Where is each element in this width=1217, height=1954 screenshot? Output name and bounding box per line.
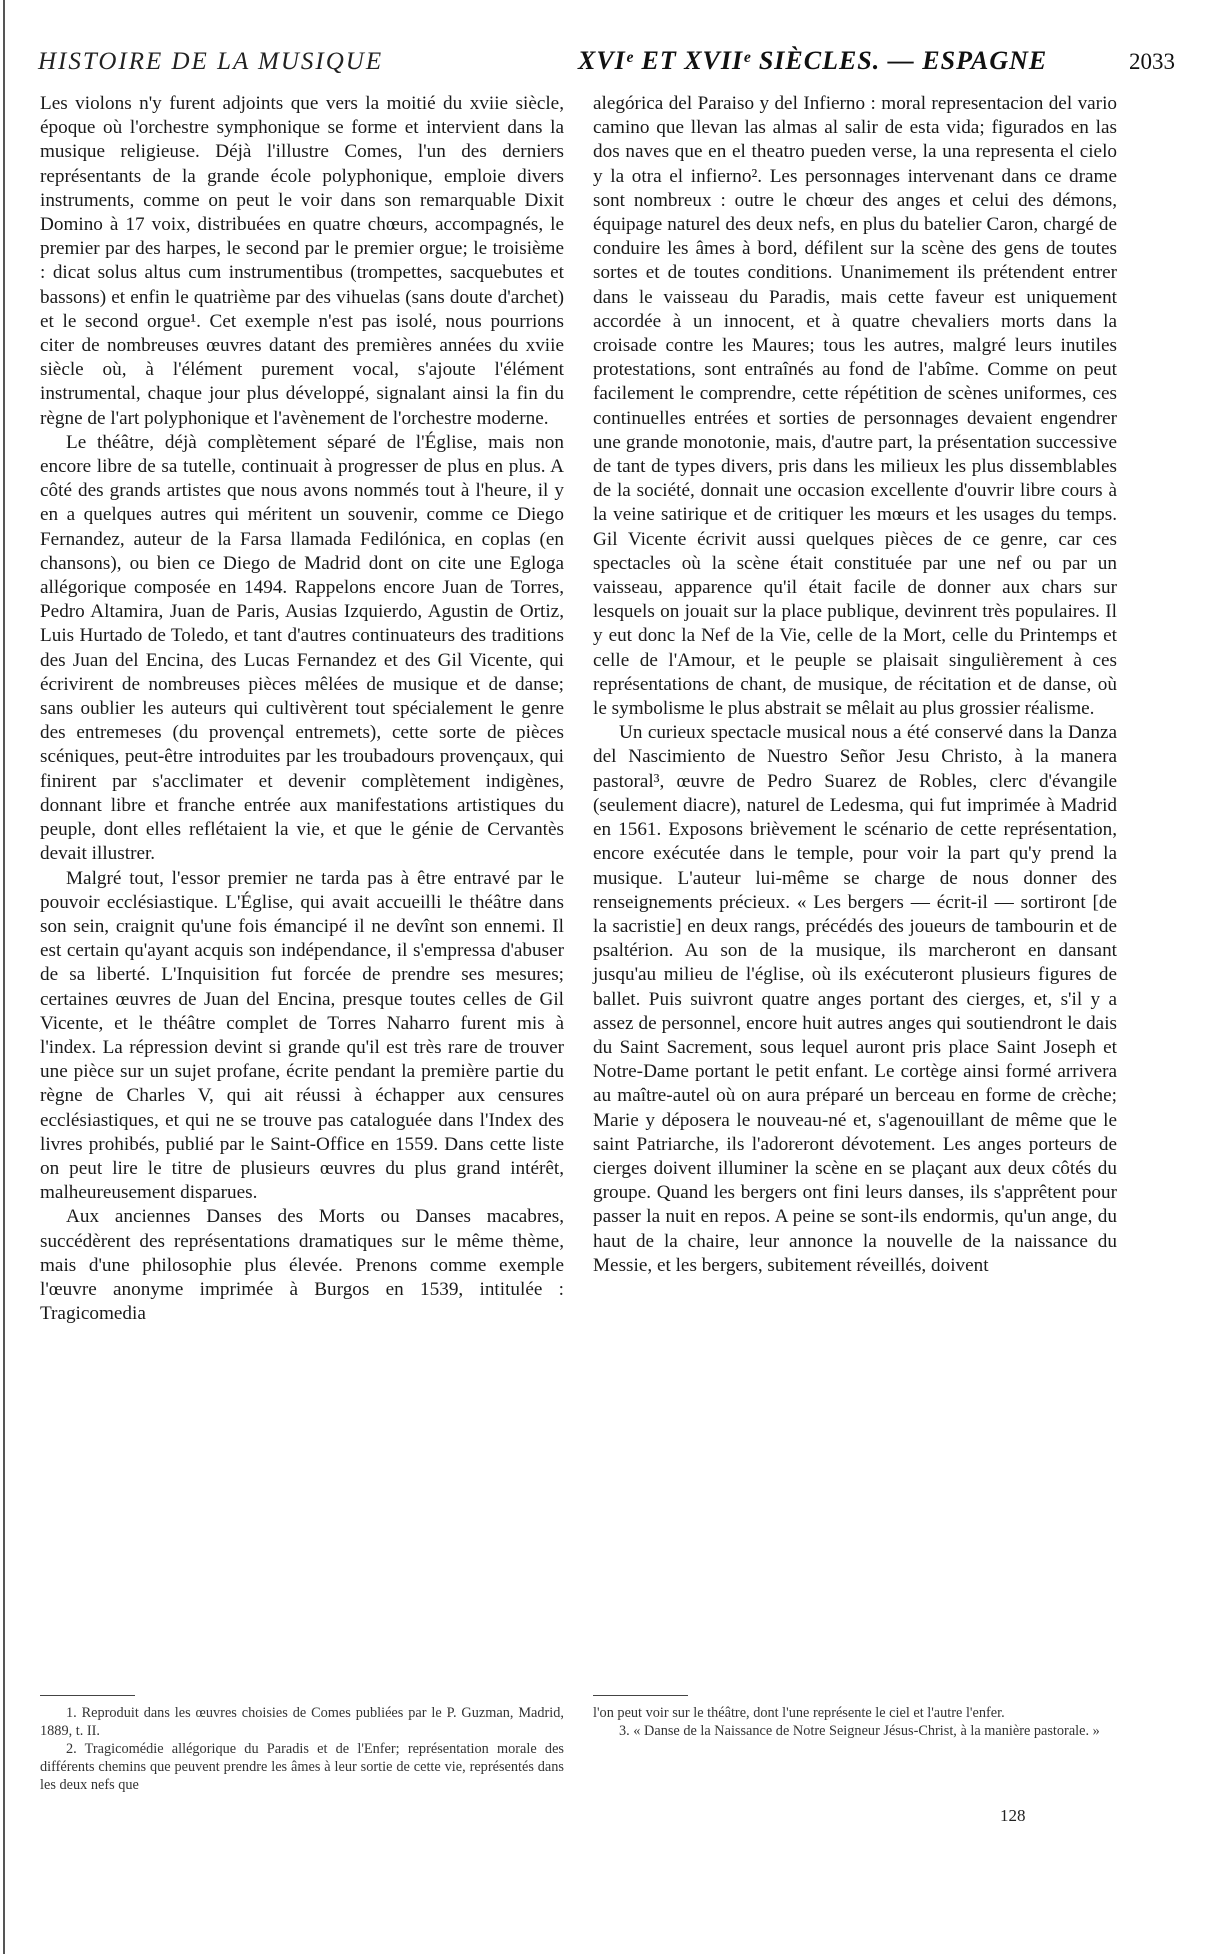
scan-edge-line <box>3 0 5 1954</box>
paragraph: Malgré tout, l'essor premier ne tarda pas à être entravé par le pouvoir ecclésiastique. L'Église, qui avait accueilli le théâtre dans son sein, craignit qu'une fois émancipé il ne devînt son ennemi. Il est certain qu'ayant acquis son indépendance, il s'empressa d'abuser de sa liberté. L'Inquisition fut forcée de prendre ses mesures; certaines œuvres de Juan del Encina, presque toutes celles de Gil Vicente, et le théâtre complet de Torres Naharro furent mis à l'index. La répression devint si grande qu'il est très rare de trouver une pièce sur un sujet profane, écrite pendant la première partie du règne de Charles V, qui ait réussi à échapper aux censures ecclésiastiques, et qui ne se trouve pas cataloguée dans l'Index des livres prohibés, publié par le Saint-Office en 1559. Dans cette liste on peut lire le titre de plusieurs œuvres du plus grand intérêt, malheureusement disparues. <box>40 867 564 1204</box>
footnote-continuation: l'on peut voir sur le théâtre, dont l'une représente le ciel et l'autre l'enfer. <box>593 1705 1005 1721</box>
paragraph: Les violons n'y furent adjoints que vers la moitié du xviie siècle, époque où l'orchestre symphonique se forme et intervient dans la musique religieuse. Déjà l'illustre Comes, l'un des derniers représentants de la grande école polyphonique, emploie divers instruments, comme on peut le voir dans son remarquable Dixit Domino à 17 voix, distribuées en quatre chœurs, accompagnés, le premier par des harpes, le second par le premier orgue; le troisième : dicat solus altus cum instrumentibus (trompettes, sacquebutes et bassons) et enfin le quatrième par des vihuelas (sans doute d'archet) et le second orgue¹. Cet exemple n'est pas isolé, nous pourrions citer de nombreuses œuvres datant des premières années du xviie siècle où, à l'élément purement vocal, s'ajoute l'élément instrumental, chaque jour plus développé, signalant ainsi la fin du règne de l'art polyphonique et l'avènement de l'orchestre moderne. <box>40 93 564 429</box>
footnotes-right <box>593 1695 1117 1740</box>
footnote-rule <box>40 1695 135 1696</box>
footnote: 3. « Danse de la Naissance de Notre Seigneur Jésus-Christ, à la manière pastorale. » <box>619 1723 1100 1739</box>
paragraph: alegórica del Paraiso y del Infierno : moral representacion del vario camino que llevan las almas al salir de esta vida; figurados en las dos naves que en el theatro pueden verse, la una representa el cielo y la otra el infierno². Les personnages intervenant dans ce drame sont nombreux : outre le chœur des anges et celui des démons, équipage naturel des deux nefs, en plus du batelier Caron, chargé de conduire les âmes à bord, défilent sur la scène des gens de toutes sortes et de toutes conditions. Unanimement ils prétendent entrer dans le vaisseau du Paradis, mais cette faveur est uniquement accordée à un innocent, et à quatre chevaliers morts dans la croisade contre les Maures; tous les autres, malgré leurs inutiles protestations, sont entraînés au fond de l'abîme. Comme on peut facilement le comprendre, cette répétition de scènes uniformes, ces continuelles entrées et sorties de personnages devaient engendrer une grande monotonie, mais, d'autre part, la présentation successive de tant de types divers, pris dans les milieux les plus dissemblables de la société, donnait une occasion excellente d'ouvrir libre cours à la veine satirique et de critiquer les mœurs et les usages du temps. Gil Vicente écrivit aussi quelques pièces de ce genre, car ces spectacles où la scène était constituée par une nef ou par un vaisseau, apparence qu'il était facile de donner aux chars sur lesquels on jouait sur la place publique, devinrent très populaires. Il y eut donc la Nef de la Vie, celle de la Mort, celle du Printemps et celle de l'Amour, et le peuple se plaisait singulièrement à ces représentations de chant, de musique, de récitation et de danse, où le symbolisme le plus abstrait se mêlait au plus grossier réalisme. <box>593 93 1117 720</box>
running-head-left: HISTOIRE DE LA MUSIQUE <box>38 48 384 75</box>
page-number: 2033 <box>1129 49 1175 74</box>
paragraph: Un curieux spectacle musical nous a été conservé dans la Danza del Nascimiento de Nuestro Señor Jesu Christo, à la manera pastoral³, œuvre de Pedro Suarez de Robles, clerc d'évangile (seulement diacre), naturel de Ledesma, qui fut imprimée à Madrid en 1561. Exposons brièvement le scénario de cette représentation, encore exécutée dans le temple, pour voir la part qu'y prend la musique. L'auteur lui-même se charge de nous donner des renseignements précieux. « Les bergers — écrit-il — sortiront [de la sacristie] en deux rangs, précédés des joueurs de tambourin et de psaltérion. Au son de la musique, ils marcheront en dansant jusqu'au milieu de l'église, où ils exécuteront plusieurs figures de ballet. Puis suivront quatre anges portant des cierges, et, s'il y a assez de personnel, encore huit autres anges qui soutiendront le dais du Saint Sacrement, sous lequel auront pris place Saint Joseph et Notre-Dame portant le petit enfant. Le cortège ainsi formé arrivera au maître-autel où on aura préparé un berceau en forme de crèche; Marie y déposera le nouveau-né et, s'agenouillant de même que le saint Patriarche, ils l'adoreront dévotement. Les anges porteurs de cierges doivent illuminer la scène en se plaçant aux deux côtés du groupe. Quand les bergers ont fini leurs danses, ils s'apprêtent pour passer la nuit en repos. A peine se sont-ils endormis, qu'un ange, du haut de la chaire, leur annonce la nouvelle de la naissance du Messie, et les bergers, subitement réveillés, doivent <box>593 722 1117 1276</box>
footnote: 1. Reproduit dans les œuvres choisies de Comes publiées par le P. Guzman, Madrid, 1889, t. II. <box>40 1705 564 1739</box>
footnotes-left <box>40 1695 564 1794</box>
footnote-rule <box>593 1695 688 1696</box>
footnote: 2. Tragicomédie allégorique du Paradis et de l'Enfer; représentation morale des différents chemins que peuvent prendre les âmes à leur sortie de cette vie, représentés dans les deux nefs que <box>40 1741 564 1793</box>
right-column <box>593 92 1117 1278</box>
paragraph: Le théâtre, déjà complètement séparé de l'Église, mais non encore libre de sa tutelle, continuait à progresser de plus en plus. A côté des grands artistes que nous avons nommés tout à l'heure, il y en a quelques autres qui méritent un souvenir, comme ce Diego Fernandez, auteur de la Farsa llamada Fedilónica, en coplas (en chansons), ou bien ce Diego de Madrid dont on cite une Egloga allégorique composée en 1494. Rappelons encore Juan de Torres, Pedro Altamira, Juan de Paris, Ausias Izquierdo, Agustin de Ortiz, Luis Hurtado de Toledo, et tant d'autres continuateurs des traditions des Juan del Encina, des Lucas Fernandez et des Gil Vicente, qui écrivirent de nombreuses pièces mêlées de musique et de danse; sans oublier les auteurs qui cultivèrent tout spécialement le genre des entremeses (du provençal entremets), cette sorte de pièces scéniques, peut-être introduites par les troubadours provençaux, qui finirent par s'acclimater et devenir complètement indigènes, donnant libre et franche entrée aux manifestations artistiques du peuple, dont elles reflétaient la vie, et que le génie de Cervantès devait illustrer. <box>40 431 564 865</box>
running-head <box>38 40 1181 80</box>
signature-mark: 128 <box>1000 1806 1026 1825</box>
paragraph: Aux anciennes Danses des Morts ou Danses macabres, succédèrent des représentations dramatiques sur le même thème, mais d'une philosophie plus élevée. Prenons comme exemple l'œuvre anonyme imprimée à Burgos en 1539, intitulée : Tragicomedia <box>40 1206 564 1325</box>
running-head-center: XVIᵉ ET XVIIᵉ SIÈCLES. — ESPAGNE <box>578 46 1048 75</box>
left-column <box>40 92 564 1326</box>
